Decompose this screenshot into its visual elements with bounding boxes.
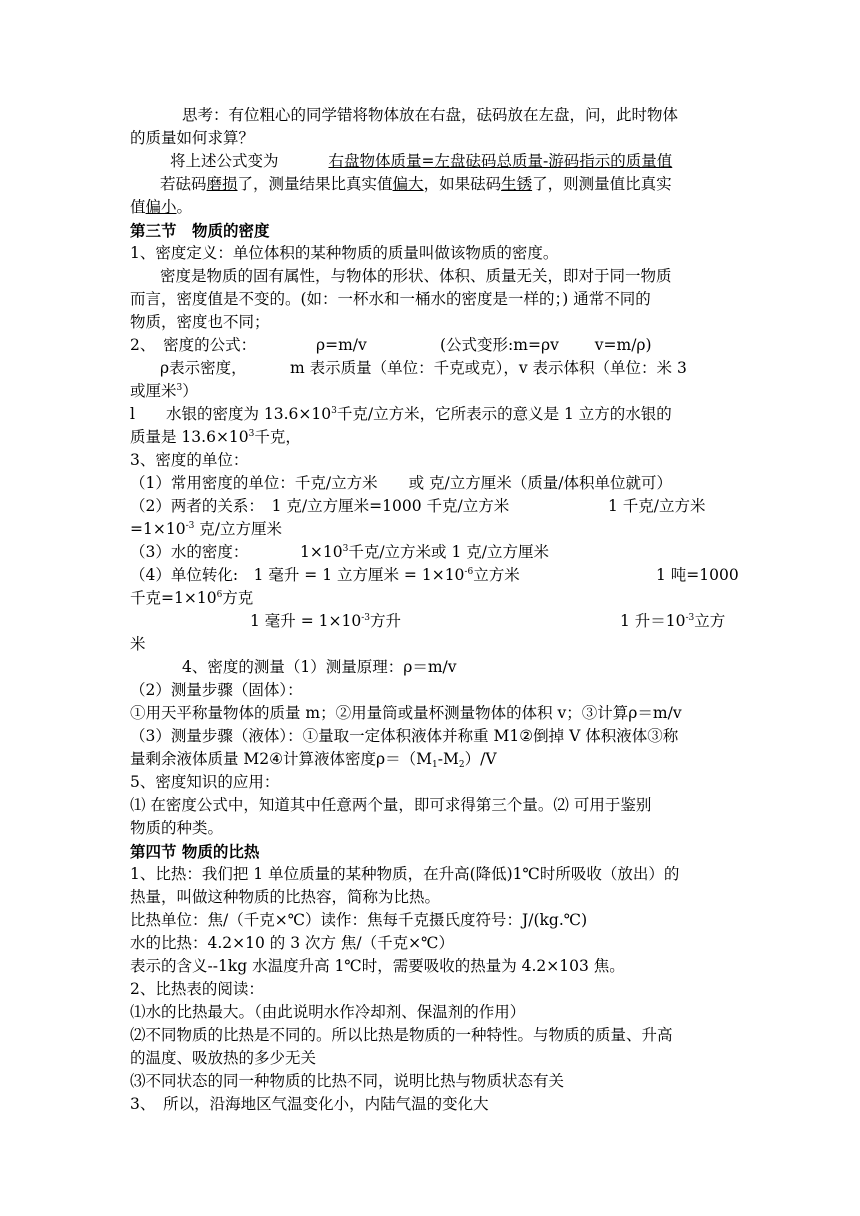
text-line: ⑵不同物质的比热是不同的。所以比热是物质的一种特性。与物质的质量、升高 [130,1026,673,1044]
text-line: ①用天平称量物体的质量 m；②用量筒或量杯测量物体的体积 v；③计算ρ＝m/v [130,704,682,722]
text-line: ⑴ 在密度公式中，知道其中任意两个量，即可求得第三个量。⑵ 可用于鉴别 [130,796,652,814]
document-page [130,104,739,1116]
text-line: 的质量如何求算？ [130,129,255,147]
text-line: 热量，叫做这种物质的比热容，简称为比热。 [130,888,441,906]
text-line: 的温度、吸放热的多少无关 [130,1049,317,1067]
text-line: 质量是 $13.6\times 10^3$千克， [130,428,301,446]
text-line: （2）两者的关系： 1 克/立方厘米=1000 千克/立方米 1 千克/立方米 [130,497,706,515]
text-line: ⑶不同状态的同一种物质的比热不同，说明比热与物质状态有关 [130,1072,565,1090]
text-line: 3、 所以，沿海地区气温变化小，内陆气温的变化大 [130,1095,489,1113]
underlined-formula: 右盘物体质量=左盘砝码总质量-游码指示的质量值 [328,152,673,170]
text-line: ⑴水的比热最大。（由此说明水作冷却剂、保温剂的作用） [130,1003,526,1021]
text-line: 比热单位：焦/（千克×℃）读作：焦每千克摄氏度符号：J/(kg.℃) [130,911,588,929]
text-line: 值偏小。 [130,198,193,216]
text-line: （2）测量步骤（固体）： [130,681,303,699]
text-line: 千克$=1\times 10^6$方克 [130,589,254,607]
section-heading: 第四节 物质的比热 [130,842,260,861]
text-line: 2、比热表的阅读： [130,980,264,998]
text-line: ρ表示密度， m 表示质量（单位：千克或克），v 表示体积（单位：米 3 [160,359,687,377]
text-line: 物质的种类。 [130,819,224,837]
text-line: 思考：有位粗心的同学错将物体放在右盘，砝码放在左盘，问，此时物体 [182,106,679,124]
text-line: 密度是物质的固有属性，与物体的形状、体积、质量无关，即对于同一物质 [160,267,672,285]
text-line: 3、密度的单位： [130,451,249,469]
text-line: l 水银的密度为 $13.6\times 10^3$千克/立方米，它所表示的意义是 1 立方的水银的 [130,405,672,423]
text-line: 若砝码磨损了，测量结果比真实值偏大，如果砝码生锈了，则测量值比真实 [160,175,672,193]
text-line: （1）常用密度的单位：千克/立方米 或 克/立方厘米（质量/体积单位就可） [130,474,672,492]
text-line: 量剩余液体质量 M2④计算液体密度$\rho=(M_1-M_2)/V$ [130,750,497,770]
text-line: （4）单位转化: 1 毫升 = 1 立方厘米 = $1\times 10^{-6}$立方米 1 吨=1000 [130,566,739,584]
text-line: 5、密度知识的应用： [130,773,280,791]
text-line: 水的比热：4.2×10 的 3 次方 焦/（千克×℃） [130,934,454,952]
text-line: 而言，密度值是不变的。(如：一杯水和一桶水的密度是一样的；) 通常不同的 [130,290,651,308]
text-line: （3）测量步骤（液体）：①量取一定体积液体并称重 M1②倒掉 V 体积液体③称 [130,727,679,745]
section-heading: 第三节 物质的密度 [130,221,270,240]
text-line: 1、比热：我们把 1 单位质量的某种物质，在升高(降低)1℃时所吸收（放出）的 [130,865,680,883]
text-line: 将上述公式变为 右盘物体质量=左盘砝码总质量-游码指示的质量值 [170,152,673,170]
text-line: （3）水的密度： $1\times 10^3$千克/立方米或 1 克/立方厘米 [130,543,549,561]
text-line: 4、密度的测量（1）测量原理：ρ＝m/v [182,658,457,676]
text-line: 表示的含义--1kg 水温度升高 1℃时，需要吸收的热量为 4.2×103 焦。 [130,957,625,975]
text-line: $=1\times 10^{-3}$ 克/立方厘米 [130,520,282,538]
text-line: 物质，密度也不同； [130,313,270,331]
text-line: 1、密度定义：单位体积的某种物质的质量叫做该物质的密度。 [130,244,559,262]
text-line: 米 [130,635,146,653]
text-line: 或厘米$^3$） [130,382,198,400]
formula-line: 2、 密度的公式： ρ=m/v (公式变形:m=ρv v=m/ρ) [130,336,652,354]
text-line: 1 毫升 = $1\times 10^{-3}$方升 1 升$=10^{-3}$立方 [250,612,726,630]
